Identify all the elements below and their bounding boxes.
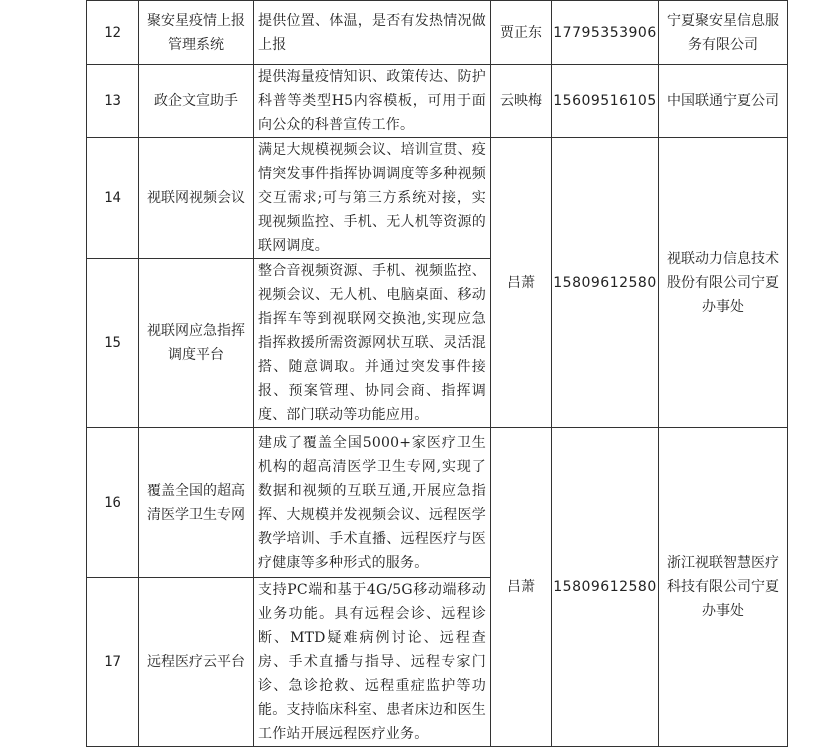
table-row	[87, 138, 788, 259]
table-row	[87, 428, 788, 578]
company-name: 浙江视联智慧医疗科技有限公司宁夏办事处	[659, 428, 788, 747]
contact-person: 吕萧	[491, 138, 552, 428]
product-table	[86, 0, 788, 747]
contact-person: 吕萧	[491, 428, 552, 747]
product-description: 整合音视频资源、手机、视频监控、视频会议、无人机、电脑桌面、移动指挥车等到视联网交换池,实现应急指挥救援所需资源网状互联、灵活混搭、随意调取。并通过突发事件接报、预案管理、协同会商、指挥调度、部门联动等功能应用。	[254, 259, 491, 428]
product-name: 远程医疗云平台	[139, 578, 254, 747]
company-name: 视联动力信息技术股份有限公司宁夏办事处	[659, 138, 788, 428]
company-name: 宁夏聚安星信息服务有限公司	[659, 1, 788, 65]
row-number: 15	[87, 259, 139, 428]
product-name: 视联网应急指挥调度平台	[139, 259, 254, 428]
contact-person: 云映梅	[491, 65, 552, 138]
contact-phone: 17795353906	[552, 1, 659, 65]
product-name: 视联网视频会议	[139, 138, 254, 259]
row-number: 17	[87, 578, 139, 747]
table-row	[87, 65, 788, 138]
product-description: 提供位置、体温，是否有发热情况做上报	[254, 1, 491, 65]
product-name: 聚安星疫情上报管理系统	[139, 1, 254, 65]
product-description: 提供海量疫情知识、政策传达、防护科普等类型H5内容模板，可用于面向公众的科普宣传工作。	[254, 65, 491, 138]
product-description: 满足大规模视频会议、培训宣贯、疫情突发事件指挥协调调度等多种视频交互需求;可与第三方系统对接，实现视频监控、手机、无人机等资源的联网调度。	[254, 138, 491, 259]
row-number: 13	[87, 65, 139, 138]
contact-phone: 15809612580	[552, 138, 659, 428]
contact-phone: 15609516105	[552, 65, 659, 138]
contact-phone: 15809612580	[552, 428, 659, 747]
product-description: 建成了覆盖全国5000+家医疗卫生机构的超高清医学卫生专网,实现了数据和视频的互联互通,开展应急指挥、大规模并发视频会议、远程医学教学培训、手术直播、远程医疗与医疗健康等多种形式的服务。	[254, 428, 491, 578]
table-row	[87, 1, 788, 65]
product-description: 支持PC端和基于4G/5G移动端移动业务功能。具有远程会诊、远程诊断、MTD疑难病例讨论、远程查房、手术直播与指导、远程专家门诊、急诊抢救、远程重症监护等功能。支持临床科室、患者床边和医生工作站开展远程医疗业务。	[254, 578, 491, 747]
row-number: 14	[87, 138, 139, 259]
contact-person: 贾正东	[491, 1, 552, 65]
product-name: 覆盖全国的超高清医学卫生专网	[139, 428, 254, 578]
product-name: 政企文宣助手	[139, 65, 254, 138]
company-name: 中国联通宁夏公司	[659, 65, 788, 138]
row-number: 12	[87, 1, 139, 65]
row-number: 16	[87, 428, 139, 578]
